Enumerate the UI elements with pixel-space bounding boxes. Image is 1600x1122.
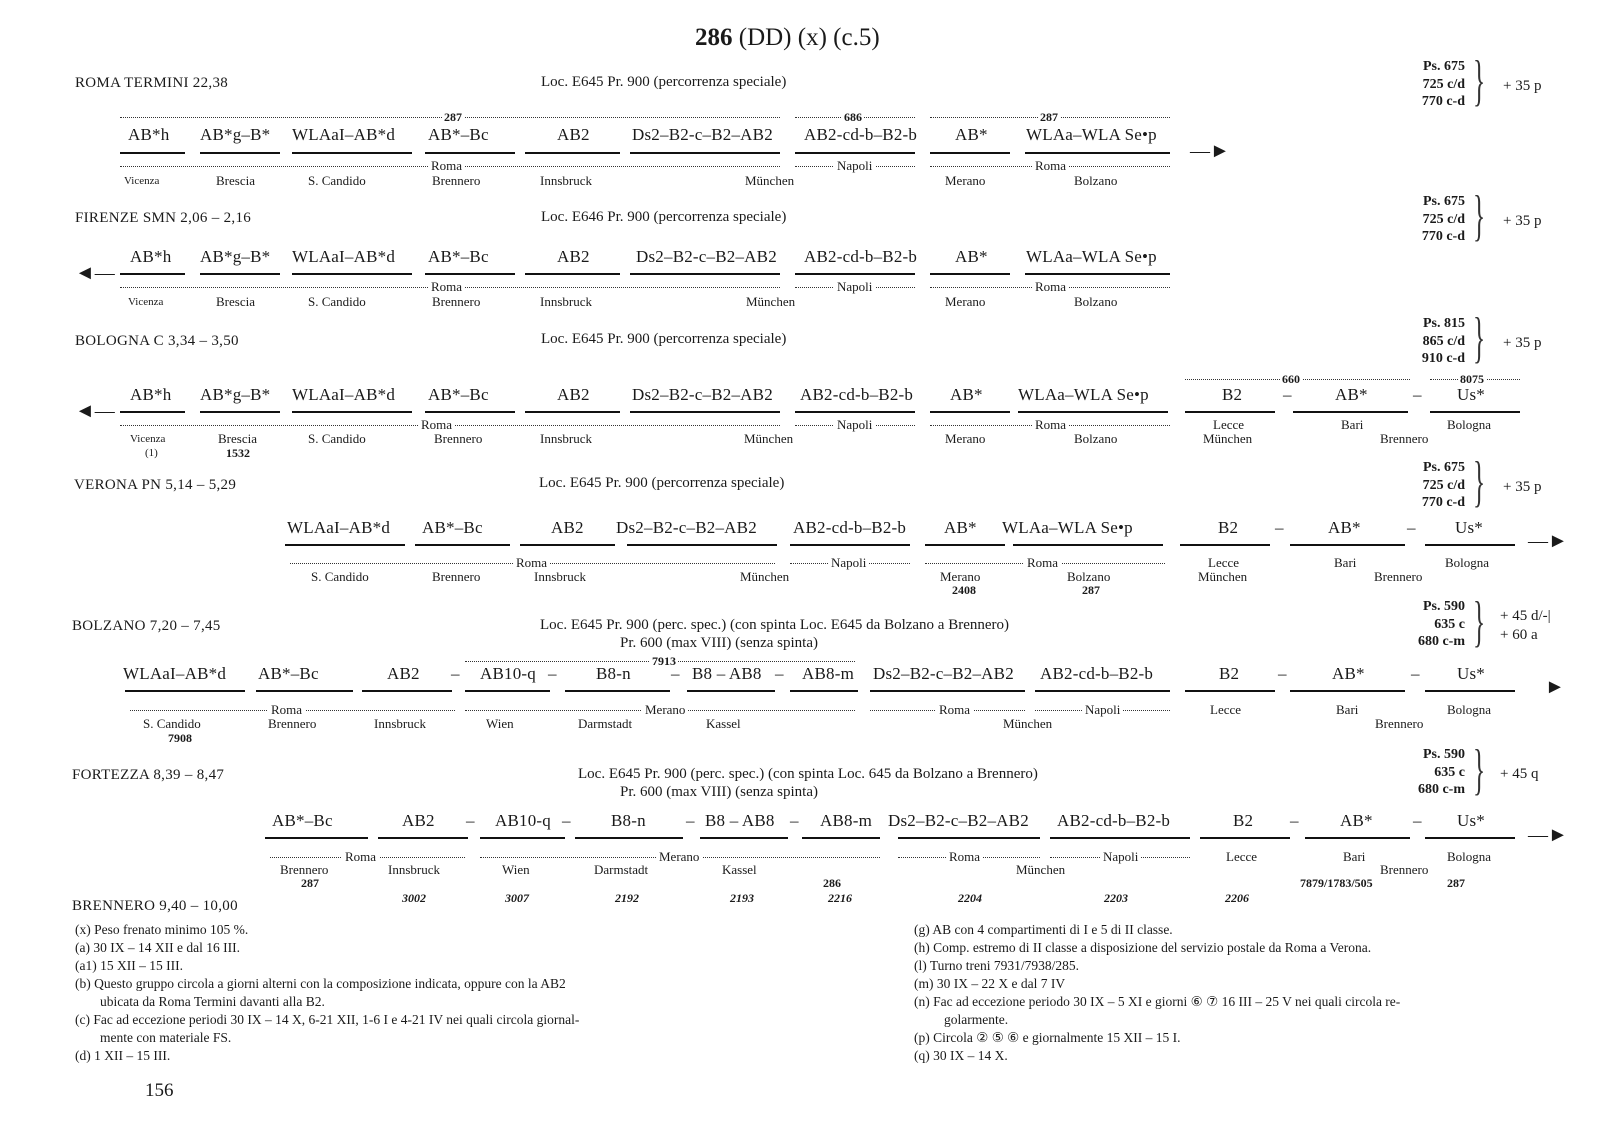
car-group: AB* <box>955 247 988 266</box>
dest-label: Bologna <box>1447 849 1492 864</box>
dest-label: Roma <box>513 555 550 571</box>
car-group: Us* <box>1457 385 1485 404</box>
dest-label: Napoli <box>834 279 875 295</box>
note-line: (a1) 15 XII – 15 III. <box>75 958 183 973</box>
train-flags: (DD) (x) (c.5) <box>738 24 880 51</box>
car-group: AB*g–B* <box>200 247 271 266</box>
brace-icon: } <box>1473 739 1486 801</box>
direction-arrow-icon: ► <box>1545 676 1565 698</box>
car-group: AB* <box>1328 518 1361 537</box>
dest-label: Bolzano <box>1074 294 1118 309</box>
car-group: AB*h <box>130 385 172 404</box>
separator: – <box>790 811 799 830</box>
car-group: AB2 <box>551 518 584 537</box>
car-group: AB*g–B* <box>200 385 271 404</box>
car-group: AB8-m <box>802 664 854 683</box>
dest-label: Wien <box>502 862 530 877</box>
plus-firenze: + 35 p <box>1503 213 1542 229</box>
dest-label: Brescia <box>216 173 255 188</box>
separator: – <box>1413 811 1422 830</box>
dest-label: Darmstadt <box>594 862 649 877</box>
separator: – <box>686 811 695 830</box>
dest-label: Lecce <box>1213 417 1245 432</box>
dest-label: 3007 <box>505 891 529 905</box>
plus-roma: + 35 p <box>1503 78 1542 94</box>
dest-label: München <box>1203 431 1253 446</box>
car-group: AB2-cd-b–B2-b <box>804 247 918 266</box>
car-group: B2 <box>1222 385 1243 404</box>
car-group: WLAa–WLA Se•p <box>1026 247 1157 266</box>
car-group: AB* <box>950 385 983 404</box>
station-roma: ROMA TERMINI 22,38 <box>75 75 229 91</box>
dest-label: Kassel <box>722 862 757 877</box>
direction-arrow-icon: —► <box>1528 530 1568 552</box>
loc-bolzano-1: Loc. E645 Pr. 900 (perc. spec.) (con spinta Loc. E645 da Bolzano a Brennero) <box>540 617 1010 633</box>
note-line: ubicata da Roma Termini davanti alla B2. <box>100 994 325 1009</box>
dest-label: S. Candido <box>308 294 366 309</box>
direction-arrow-icon: —► <box>1190 140 1230 162</box>
dest-label: München <box>746 294 796 309</box>
span-number: 686 <box>844 110 862 124</box>
car-group: Ds2–B2-c–B2–AB2 <box>632 125 773 144</box>
dest-label: Bologna <box>1447 702 1492 717</box>
car-group: AB2 <box>557 125 590 144</box>
car-group: Ds2–B2-c–B2–AB2 <box>888 811 1029 830</box>
separator: – <box>1275 518 1284 537</box>
dest-label: S. Candido <box>308 173 366 188</box>
ps-roma: Ps. 675 725 c/d 770 c-d <box>1421 59 1465 109</box>
dest-label: Vicenza <box>130 433 166 445</box>
dest-label: 7908 <box>168 731 192 745</box>
car-group: AB2 <box>557 247 590 266</box>
station-bolzano: BOLZANO 7,20 – 7,45 <box>72 618 221 634</box>
dest-label: 2192 <box>615 891 639 905</box>
dest-label: Brescia <box>216 294 255 309</box>
car-group: AB*–Bc <box>428 125 489 144</box>
car-group: AB* <box>1332 664 1365 683</box>
loc-bologna: Loc. E645 Pr. 900 (percorrenza speciale) <box>541 331 787 347</box>
ps-firenze: Ps. 675 725 c/d 770 c-d <box>1421 194 1465 244</box>
dest-label: Kassel <box>706 716 741 731</box>
car-group: AB2-cd-b–B2-b <box>1040 664 1154 683</box>
car-group: B8-n <box>596 664 631 683</box>
dest-label: Bologna <box>1447 417 1492 432</box>
dest-label: Roma <box>936 702 973 718</box>
note-line: golarmente. <box>944 1012 1009 1027</box>
page-title <box>695 24 880 52</box>
car-group: AB* <box>955 125 988 144</box>
car-group: WLAaI–AB*d <box>292 125 396 144</box>
note-line: (b) Questo gruppo circola a giorni alterni con la composizione indicata, oppure con la AB2 <box>75 976 566 991</box>
dest-label: Bari <box>1336 702 1359 717</box>
car-group: AB10-q <box>480 664 536 683</box>
direction-arrow-icon: —► <box>1528 824 1568 846</box>
dest-label: Merano <box>945 294 986 309</box>
dest-label: Bari <box>1334 555 1357 570</box>
car-group: AB10-q <box>495 811 551 830</box>
separator: – <box>562 811 571 830</box>
brace-icon: } <box>1473 185 1486 247</box>
dest-label: Merano <box>656 849 702 865</box>
car-group: B2 <box>1219 664 1240 683</box>
dest-label: Napoli <box>828 555 869 571</box>
dest-label: Innsbruck <box>540 294 592 309</box>
dest-label: Innsbruck <box>534 569 586 584</box>
separator: – <box>1411 664 1420 683</box>
car-group: AB* <box>944 518 977 537</box>
dest-label: 2193 <box>730 891 754 905</box>
car-group: AB2-cd-b–B2-b <box>1057 811 1171 830</box>
car-group: WLAa–WLA Se•p <box>1002 518 1133 537</box>
dest-label: Bolzano <box>1074 431 1118 446</box>
dest-label: Roma <box>946 849 983 865</box>
dest-label: Innsbruck <box>540 431 592 446</box>
dest-label: München <box>740 569 790 584</box>
plus-verona: + 35 p <box>1503 479 1542 495</box>
car-group: WLAaI–AB*d <box>287 518 391 537</box>
car-group: Us* <box>1455 518 1483 537</box>
separator: – <box>671 664 680 683</box>
plus-fortezza: + 45 q <box>1500 766 1539 782</box>
dest-label: Roma <box>1032 417 1069 433</box>
dest-label: Brennero <box>268 716 317 731</box>
dest-label: S. Candido <box>311 569 369 584</box>
separator: – <box>451 664 460 683</box>
car-group: AB2-cd-b–B2-b <box>793 518 907 537</box>
car-group: AB*–Bc <box>428 247 489 266</box>
brace-icon: } <box>1473 307 1486 369</box>
dest-label: Darmstadt <box>578 716 633 731</box>
station-verona: VERONA PN 5,14 – 5,29 <box>74 477 237 493</box>
dest-label: Bari <box>1341 417 1364 432</box>
dest-label: Napoli <box>1100 849 1141 865</box>
dest-label: Lecce <box>1210 702 1242 717</box>
train-number: 286 <box>695 24 733 51</box>
car-group: AB2 <box>557 385 590 404</box>
car-group: WLAa–WLA Se•p <box>1026 125 1157 144</box>
car-group: Us* <box>1457 664 1485 683</box>
separator: – <box>548 664 557 683</box>
notes-left <box>75 921 579 1065</box>
station-firenze: FIRENZE SMN 2,06 – 2,16 <box>75 210 252 226</box>
page-number: 156 <box>145 1080 174 1101</box>
dest-label: Roma <box>1032 158 1069 174</box>
car-group: AB* <box>1340 811 1373 830</box>
car-group: WLAa–WLA Se•p <box>1018 385 1149 404</box>
plus-bolzano-1: + 45 d/-| <box>1500 608 1551 624</box>
dest-label: Napoli <box>834 158 875 174</box>
dest-label: S. Candido <box>308 431 366 446</box>
dest-label: Bolzano <box>1074 173 1118 188</box>
dest-label: Brennero <box>1380 431 1429 446</box>
dest-label: 287 <box>301 876 319 890</box>
dest-label: Roma <box>428 158 465 174</box>
note-line: (p) Circola ② ⑤ ⑥ e giornalmente 15 XII – 15 I. <box>914 1030 1181 1045</box>
dest-label: Brennero <box>280 862 329 877</box>
dest-label: Brennero <box>1374 569 1423 584</box>
car-group: B2 <box>1218 518 1239 537</box>
car-group: AB8-m <box>820 811 872 830</box>
separator: – <box>1278 664 1287 683</box>
dest-label: 2216 <box>828 891 852 905</box>
dest-label: Merano <box>642 702 688 718</box>
car-group: WLAaI–AB*d <box>292 247 396 266</box>
dest-label: Brennero <box>1380 862 1429 877</box>
dest-label: Innsbruck <box>540 173 592 188</box>
dest-label: Brennero <box>1375 716 1424 731</box>
dest-label: 286 <box>820 876 844 891</box>
span-number: 7913 <box>652 654 676 668</box>
plus-bolzano-2: + 60 a <box>1500 627 1538 643</box>
ps-verona: Ps. 675 725 c/d 770 c-d <box>1421 460 1465 510</box>
dest-label: Brennero <box>432 173 481 188</box>
note-line: (q) 30 IX – 14 X. <box>914 1048 1008 1063</box>
dest-label: 287 <box>1082 583 1100 597</box>
car-group: AB*–Bc <box>428 385 489 404</box>
dest-label: 2408 <box>952 583 976 597</box>
dest-label: Bari <box>1343 849 1366 864</box>
dest-label: 7879/1783/505 <box>1300 876 1373 890</box>
car-group: AB2 <box>402 811 435 830</box>
loc-fortezza-2: Pr. 600 (max VIII) (senza spinta) <box>620 784 819 800</box>
separator: – <box>1283 385 1292 404</box>
dest-label: S. Candido <box>143 716 201 731</box>
dest-label: München <box>1198 569 1248 584</box>
car-group: B8-n <box>611 811 646 830</box>
note-line: (l) Turno treni 7931/7938/285. <box>914 958 1080 973</box>
note-line: (c) Fac ad eccezione periodi 30 IX – 14 X, 6-21 XII, 1-6 I e 4-21 IV nei quali circola giornal- <box>75 1012 580 1027</box>
dest-label: Roma <box>418 417 455 433</box>
car-group: AB* <box>1335 385 1368 404</box>
dest-label: Merano <box>940 569 981 584</box>
car-group: AB*–Bc <box>258 664 319 683</box>
loc-firenze: Loc. E646 Pr. 900 (percorrenza speciale) <box>541 209 787 225</box>
car-group: AB2-cd-b–B2-b <box>804 125 918 144</box>
note-line: (x) Peso frenato minimo 105 %. <box>75 922 249 937</box>
dest-label: München <box>744 431 794 446</box>
dest-label: Brennero <box>432 569 481 584</box>
car-group: B2 <box>1233 811 1254 830</box>
dest-label: Brennero <box>434 431 483 446</box>
dest-label: Roma <box>428 279 465 295</box>
dest-label: Napoli <box>834 417 875 433</box>
car-group: AB2-cd-b–B2-b <box>800 385 914 404</box>
dest-label: Wien <box>486 716 514 731</box>
loc-roma: Loc. E645 Pr. 900 (percorrenza speciale) <box>541 74 787 90</box>
dest-label: Vicenza <box>128 296 164 308</box>
car-group: AB*–Bc <box>422 518 483 537</box>
car-group: WLAaI–AB*d <box>292 385 396 404</box>
loc-bolzano-2: Pr. 600 (max VIII) (senza spinta) <box>620 635 819 651</box>
loc-verona: Loc. E645 Pr. 900 (percorrenza speciale) <box>539 475 785 491</box>
plus-bologna: + 35 p <box>1503 335 1542 351</box>
dest-label: Innsbruck <box>374 716 426 731</box>
direction-arrow-icon: ◄— <box>75 262 115 284</box>
span-number: 660 <box>1282 372 1300 386</box>
dest-label: Roma <box>268 702 305 718</box>
dest-label: Bolzano <box>1067 569 1111 584</box>
dest-label: Vicenza <box>124 175 160 187</box>
separator: – <box>1413 385 1422 404</box>
car-group: AB*h <box>130 247 172 266</box>
separator: – <box>1290 811 1299 830</box>
dest-label: Roma <box>1032 279 1069 295</box>
loc-fortezza-1: Loc. E645 Pr. 900 (perc. spec.) (con spinta Loc. 645 da Bolzano a Brennero) <box>578 766 1038 782</box>
note-line: (a) 30 IX – 14 XII e dal 16 III. <box>75 940 240 955</box>
note-line: (h) Comp. estremo di II classe a disposizione del servizio postale da Roma a Verona. <box>914 940 1372 955</box>
span-number: 287 <box>444 110 462 124</box>
dest-label: Merano <box>945 173 986 188</box>
separator: – <box>1407 518 1416 537</box>
station-bologna: BOLOGNA C 3,34 – 3,50 <box>75 333 239 349</box>
note-line: (g) AB con 4 compartimenti di I e 5 di II classe. <box>914 922 1173 937</box>
dest-label: 2206 <box>1225 891 1249 905</box>
car-group: AB*g–B* <box>200 125 271 144</box>
note-line: mente con materiale FS. <box>100 1030 232 1045</box>
ps-fortezza: Ps. 590 635 c 680 c-m <box>1417 747 1465 797</box>
separator: – <box>466 811 475 830</box>
dest-label: Roma <box>1024 555 1061 571</box>
dest-label: Napoli <box>1082 702 1123 718</box>
direction-arrow-icon: ◄— <box>75 400 115 422</box>
car-group: WLAaI–AB*d <box>123 664 227 683</box>
brace-icon: } <box>1473 591 1486 653</box>
span-number: 287 <box>1040 110 1058 124</box>
brace-icon: } <box>1473 50 1486 112</box>
dest-label: 1532 <box>226 446 250 460</box>
dest-label: (1) <box>145 447 158 459</box>
note-line: (n) Fac ad eccezione periodo 30 IX – 5 XI e giorni ⑥ ⑦ 16 III – 25 V nei quali circola re- <box>914 994 1401 1009</box>
dest-label: München <box>1013 862 1068 878</box>
span-number: 8075 <box>1460 372 1484 386</box>
dest-label: Bologna <box>1445 555 1490 570</box>
dest-label: Lecce <box>1226 849 1258 864</box>
dest-label: Lecce <box>1208 555 1240 570</box>
dest-label: 3002 <box>402 891 426 905</box>
separator: – <box>775 664 784 683</box>
dest-label: Innsbruck <box>388 862 440 877</box>
note-line: (d) 1 XII – 15 III. <box>75 1048 171 1063</box>
ps-bologna: Ps. 815 865 c/d 910 c-d <box>1421 316 1465 366</box>
car-group: Us* <box>1457 811 1485 830</box>
car-group: B8 – AB8 <box>692 664 762 683</box>
car-group: Ds2–B2-c–B2–AB2 <box>636 247 777 266</box>
station-fortezza: FORTEZZA 8,39 – 8,47 <box>72 767 225 783</box>
dest-label: 2204 <box>958 891 982 905</box>
note-line: (m) 30 IX – 22 X e dal 7 IV <box>914 976 1066 991</box>
car-group: AB*h <box>128 125 170 144</box>
station-brennero: BRENNERO 9,40 – 10,00 <box>72 898 238 914</box>
brace-icon: } <box>1473 451 1486 513</box>
notes-right <box>914 921 1400 1065</box>
car-group: Ds2–B2-c–B2–AB2 <box>873 664 1014 683</box>
dest-label: Merano <box>945 431 986 446</box>
car-group: AB*–Bc <box>272 811 333 830</box>
dest-label: 2203 <box>1104 891 1128 905</box>
ps-bolzano: Ps. 590 635 c 680 c-m <box>1417 599 1465 649</box>
car-group: Ds2–B2-c–B2–AB2 <box>632 385 773 404</box>
dest-label: 287 <box>1447 876 1465 890</box>
dest-label: Roma <box>342 849 379 865</box>
dest-label: Brescia <box>218 431 257 446</box>
dest-label: Brennero <box>432 294 481 309</box>
dest-label: München <box>1000 716 1055 732</box>
dest-label: München <box>742 173 797 189</box>
car-group: AB2 <box>387 664 420 683</box>
car-group: B8 – AB8 <box>705 811 775 830</box>
car-group: Ds2–B2-c–B2–AB2 <box>616 518 757 537</box>
